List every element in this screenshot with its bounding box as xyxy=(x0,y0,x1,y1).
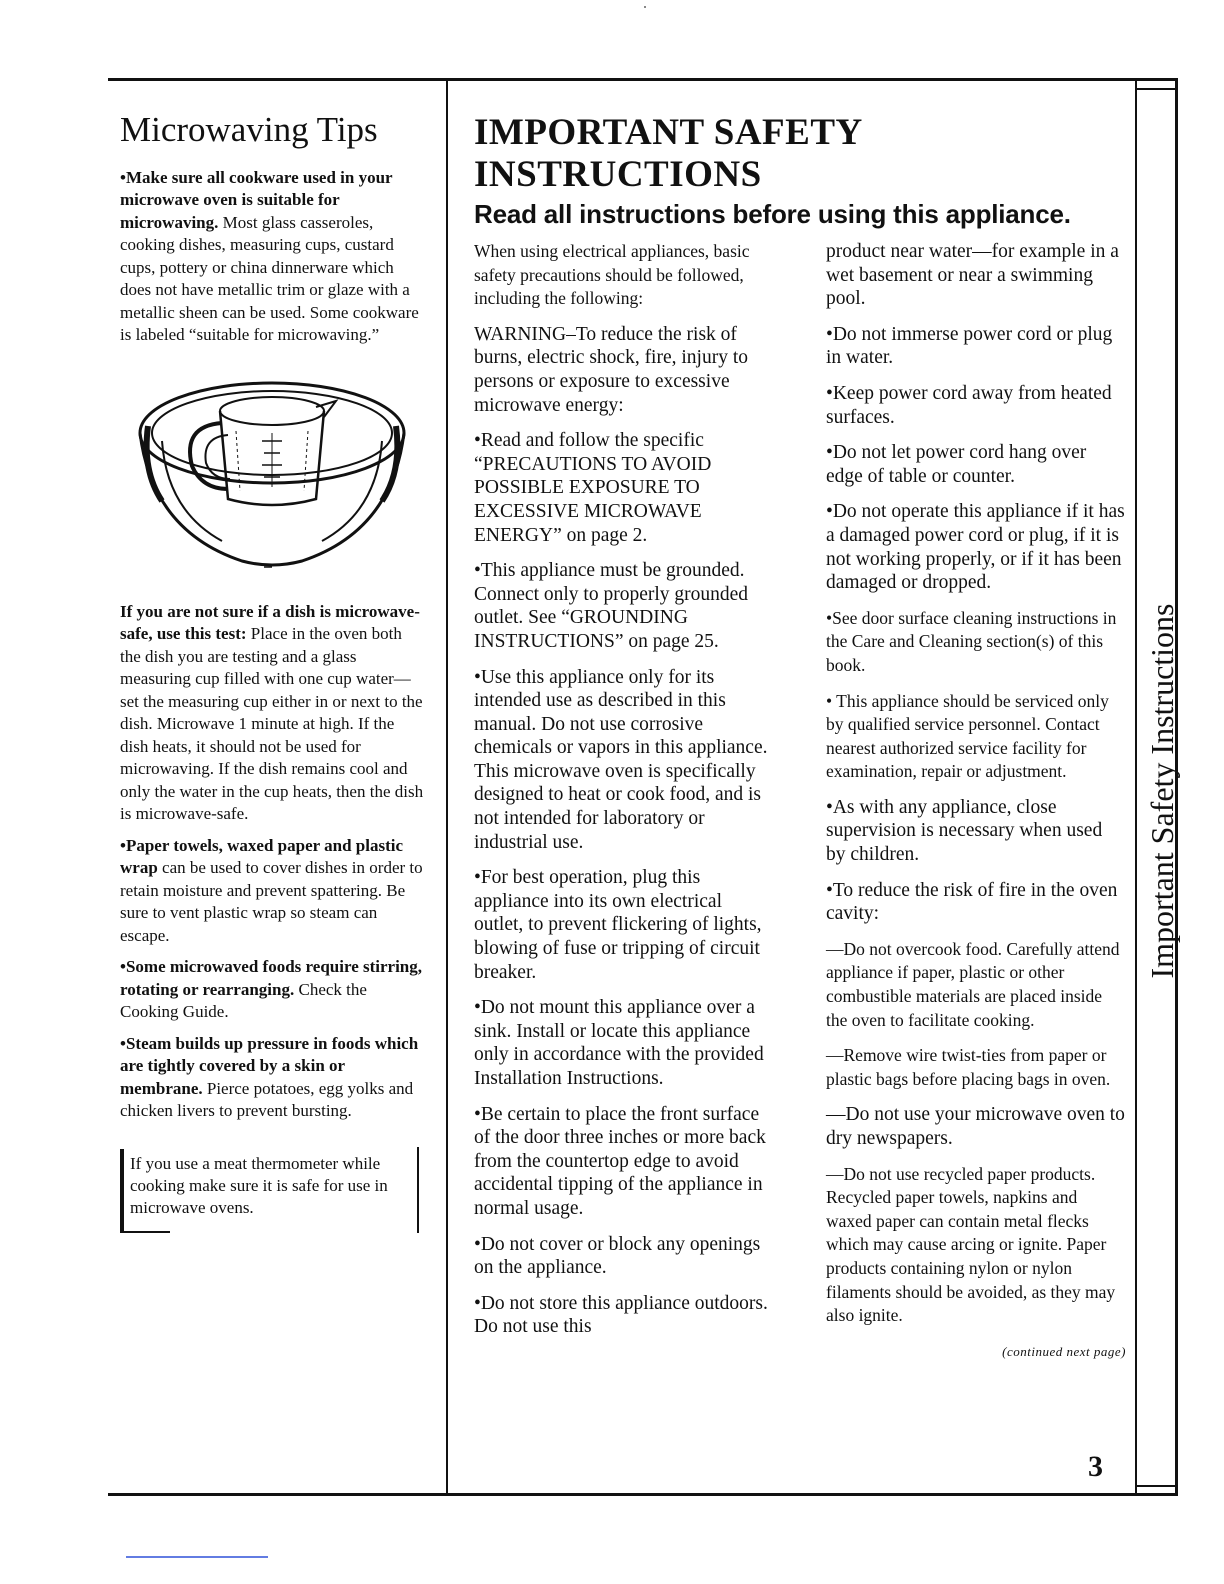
tip-cookware-text: Most glass casseroles, cooking dishes, measuring cups, custard cups, pottery or china dinnerware which does not have metallic trim or glaze with a metallic sheen can be used. Some cookware is labeled “suitable for microwaving.” xyxy=(120,212,419,345)
tip-stirring-bold: •Some microwaved foods require stirring, rotating or rearranging. xyxy=(120,957,423,999)
side-tab-bottom-border xyxy=(1137,1485,1175,1487)
top-rule xyxy=(108,78,1178,81)
safety-title-line1: IMPORTANT SAFETY xyxy=(474,112,863,153)
tip-paper-towels-bold: •Paper towels, waxed paper and plastic wrap xyxy=(120,835,403,878)
dish-test-bold: If you are not sure if a dish is microwave-safe, use this test: xyxy=(120,601,420,644)
bowl-and-measuring-cup-icon xyxy=(132,371,412,581)
note-bottom-border xyxy=(120,1231,170,1233)
bottom-rule xyxy=(108,1493,1178,1496)
tip-stirring-text: Check the Cooking Guide. xyxy=(120,979,367,1022)
dish-test-text: Place in the oven both the dish you are testing and a glass measuring cup filled with one cup water—set the measuring cup either in or next to the dish. Microwave 1 minute at high. If the dish heats, it should not be used for microwaving. If the dish remains cool and only the water in the cup heats, then the dish is microwave-safe. xyxy=(120,624,424,824)
safety-column-1 xyxy=(474,240,770,1351)
instruction-item: •See door surface cleaning instructions in the Care and Cleaning section(s) of this book. xyxy=(826,607,1117,675)
instruction-item: •For best operation, plug this appliance into its own electrical outlet, to prevent flickering of lights, blowing of fuse or tripping of circuit breaker. xyxy=(474,867,762,983)
tip-steam-text: Pierce potatoes, egg yolks and chicken livers to prevent bursting. xyxy=(120,1078,414,1121)
tip-paper-towels-text: can be used to cover dishes in order to retain moisture and prevent spattering. Be sure to vent plastic wrap so steam can escape. xyxy=(120,858,423,945)
scan-artifact-line xyxy=(126,1556,268,1558)
tip-paper-towels xyxy=(120,835,425,948)
safety-title xyxy=(474,112,1114,196)
safety-header xyxy=(474,112,1114,230)
instruction-item: •Do not cover or block any openings on the appliance. xyxy=(474,1233,761,1279)
scan-speck xyxy=(644,6,646,8)
instruction-item: •To reduce the risk of fire in the oven cavity: xyxy=(826,879,1118,925)
thermometer-note: If you use a meat thermometer while cooking make sure it is safe for use in microwave ovens. xyxy=(130,1153,388,1217)
safety-subtitle: Read all instructions before using this appliance. xyxy=(474,199,1071,229)
instruction-subitem: —Do not use your microwave oven to dry newspapers. xyxy=(826,1104,1125,1149)
safety-title-line2: INSTRUCTIONS xyxy=(474,154,762,195)
side-tab-left-border xyxy=(1135,80,1137,1495)
side-tab-label: Important Safety Instructions xyxy=(1144,603,1180,979)
column-divider xyxy=(446,80,448,1495)
side-tab-top-border xyxy=(1137,88,1175,90)
instruction-item: •Do not mount this appliance over a sink. Install or locate this appliance only in accordance with the provided Installation Instructions. xyxy=(474,997,764,1089)
instruction-item: product near water—for example in a wet basement or near a swimming pool. xyxy=(826,241,1119,310)
tip-stirring xyxy=(120,956,425,1024)
instruction-item: •Do not let power cord hang over edge of table or counter. xyxy=(826,442,1087,487)
intro-paragraph: When using electrical appliances, basic safety precautions should be followed, including the following: xyxy=(474,241,750,309)
instruction-subitem: —Do not overcook food. Carefully attend appliance if paper, plastic or other combustible materials are placed inside the oven to facilitate cooking. xyxy=(826,938,1120,1030)
instruction-subitem: —Remove wire twist-ties from paper or plastic bags before placing bags in oven. xyxy=(826,1045,1111,1089)
thermometer-note-box xyxy=(120,1147,425,1225)
note-left-border xyxy=(120,1149,124,1231)
instruction-item: •Keep power cord away from heated surfaces. xyxy=(826,382,1112,428)
instruction-item: • This appliance should be serviced only by qualified service personnel. Contact nearest authorized service facility for examination, repair or adjustment. xyxy=(826,690,1109,782)
microwaving-tips-column xyxy=(120,112,425,1225)
instruction-item: •Do not store this appliance outdoors. Do not use this xyxy=(474,1292,768,1338)
microwaving-tips-title: Microwaving Tips xyxy=(120,110,378,149)
tip-steam-bold: •Steam builds up pressure in foods which are tightly covered by a skin or membrane. xyxy=(120,1033,419,1098)
tip-steam xyxy=(120,1033,425,1123)
continued-note: (continued next page) xyxy=(1002,1343,1126,1359)
page-number: 3 xyxy=(1088,1450,1103,1483)
tip-cookware-bold: •Make sure all cookware used in your microwave oven is suitable for microwaving. xyxy=(120,167,393,232)
instruction-item: •Read and follow the specific “PRECAUTIONS TO AVOID POSSIBLE EXPOSURE TO EXCESSIVE MICROWAVE ENERGY” on page 2. xyxy=(474,430,712,546)
warning-paragraph: WARNING–To reduce the risk of burns, electric shock, fire, injury to persons or exposure to excessive microwave energy: xyxy=(474,323,748,416)
safety-column-2 xyxy=(826,240,1126,1363)
instruction-item: •Do not operate this appliance if it has a damaged power cord or plug, if it is not working properly, or if it has been damaged or dropped. xyxy=(826,501,1125,594)
instruction-subitem: —Do not use recycled paper products. Recycled paper towels, napkins and waxed paper can contain metal flecks which may cause arcing or ignite. Paper products containing nylon or nylon filaments should be avoided, as they may also ignite. xyxy=(826,1163,1116,1326)
instruction-item: •Be certain to place the front surface of the door three inches or more back from the countertop edge to avoid accidental tipping of the appliance in normal usage. xyxy=(474,1103,766,1219)
dish-test-paragraph xyxy=(120,601,425,826)
tip-cookware xyxy=(120,167,425,347)
instruction-item: •This appliance must be grounded. Connect only to properly grounded outlet. See “GROUNDING INSTRUCTIONS” on page 25. xyxy=(474,560,749,652)
instruction-item: •As with any appliance, close supervision is necessary when used by children. xyxy=(826,796,1103,866)
note-right-border xyxy=(417,1147,419,1233)
instruction-item: •Do not immerse power cord or plug in water. xyxy=(826,323,1113,369)
instruction-item: •Use this appliance only for its intended use as described in this manual. Do not use corrosive chemicals or vapors in this appliance. This microwave oven is specifically designed to heat or cook food, and is not intended for laboratory or industrial use. xyxy=(474,666,768,853)
